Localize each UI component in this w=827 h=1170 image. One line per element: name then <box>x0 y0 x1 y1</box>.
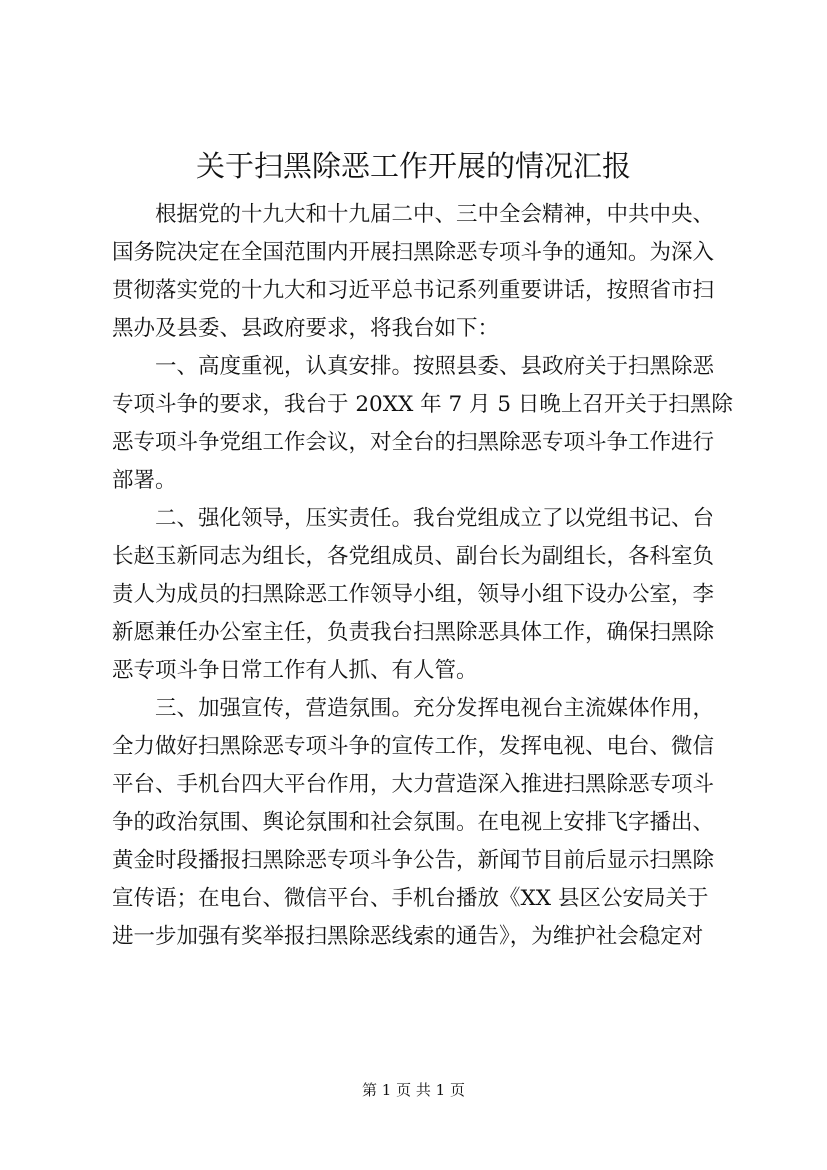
body-line: 全力做好扫黑除恶专项斗争的宣传工作，发挥电视、电台、微信 <box>112 734 715 759</box>
body-line: 贯彻落实党的十九大和习近平总书记系列重要讲话，按照省市扫 <box>112 278 715 303</box>
body-line: 进一步加强有奖举报扫黑除恶线索的通告》，为维护社会稳定对 <box>112 924 704 949</box>
body-line: 部署。 <box>112 468 177 493</box>
body-line: 长赵玉新同志为组长，各党组成员、副台长为副组长，各科室负 <box>112 544 715 569</box>
page-footer: 第 1 页 共 1 页 <box>362 1081 465 1099</box>
body-line: 争的政治氛围、舆论氛围和社会氛围。在电视上安排飞字播出、 <box>112 810 715 835</box>
body-line: 责人为成员的扫黑除恶工作领导小组，领导小组下设办公室，李 <box>112 582 715 607</box>
body-line: 恶专项斗争日常工作有人抓、有人管。 <box>112 658 478 683</box>
body-line: 三、加强宣传，营造氛围。充分发挥电视台主流媒体作用， <box>112 696 715 721</box>
body-line: 平台、手机台四大平台作用，大力营造深入推进扫黑除恶专项斗 <box>112 772 715 797</box>
body-line: 国务院决定在全国范围内开展扫黑除恶专项斗争的通知。为深入 <box>112 240 715 265</box>
body-line: 专项斗争的要求，我台于 20XX 年 7 月 5 日晚上召开关于扫黑除 <box>112 392 733 417</box>
body-line: 黄金时段播报扫黑除恶专项斗争公告，新闻节目前后显示扫黑除 <box>112 848 715 873</box>
body-line: 黑办及县委、县政府要求，将我台如下： <box>112 316 500 341</box>
document-body <box>112 196 742 956</box>
body-line: 二、强化领导，压实责任。我台党组成立了以党组书记、台 <box>112 506 715 531</box>
document-title: 关于扫黑除恶工作开展的情况汇报 <box>195 149 631 183</box>
body-line: 恶专项斗争党组工作会议，对全台的扫黑除恶专项斗争工作进行 <box>112 430 715 455</box>
body-line: 根据党的十九大和十九届二中、三中全会精神，中共中央、 <box>112 202 715 227</box>
body-line: 一、高度重视，认真安排。按照县委、县政府关于扫黑除恶 <box>112 354 715 379</box>
body-line: 宣传语；在电台、微信平台、手机台播放《XX 县区公安局关于 <box>112 886 709 911</box>
body-line: 新愿兼任办公室主任，负责我台扫黑除恶具体工作，确保扫黑除 <box>112 620 715 645</box>
